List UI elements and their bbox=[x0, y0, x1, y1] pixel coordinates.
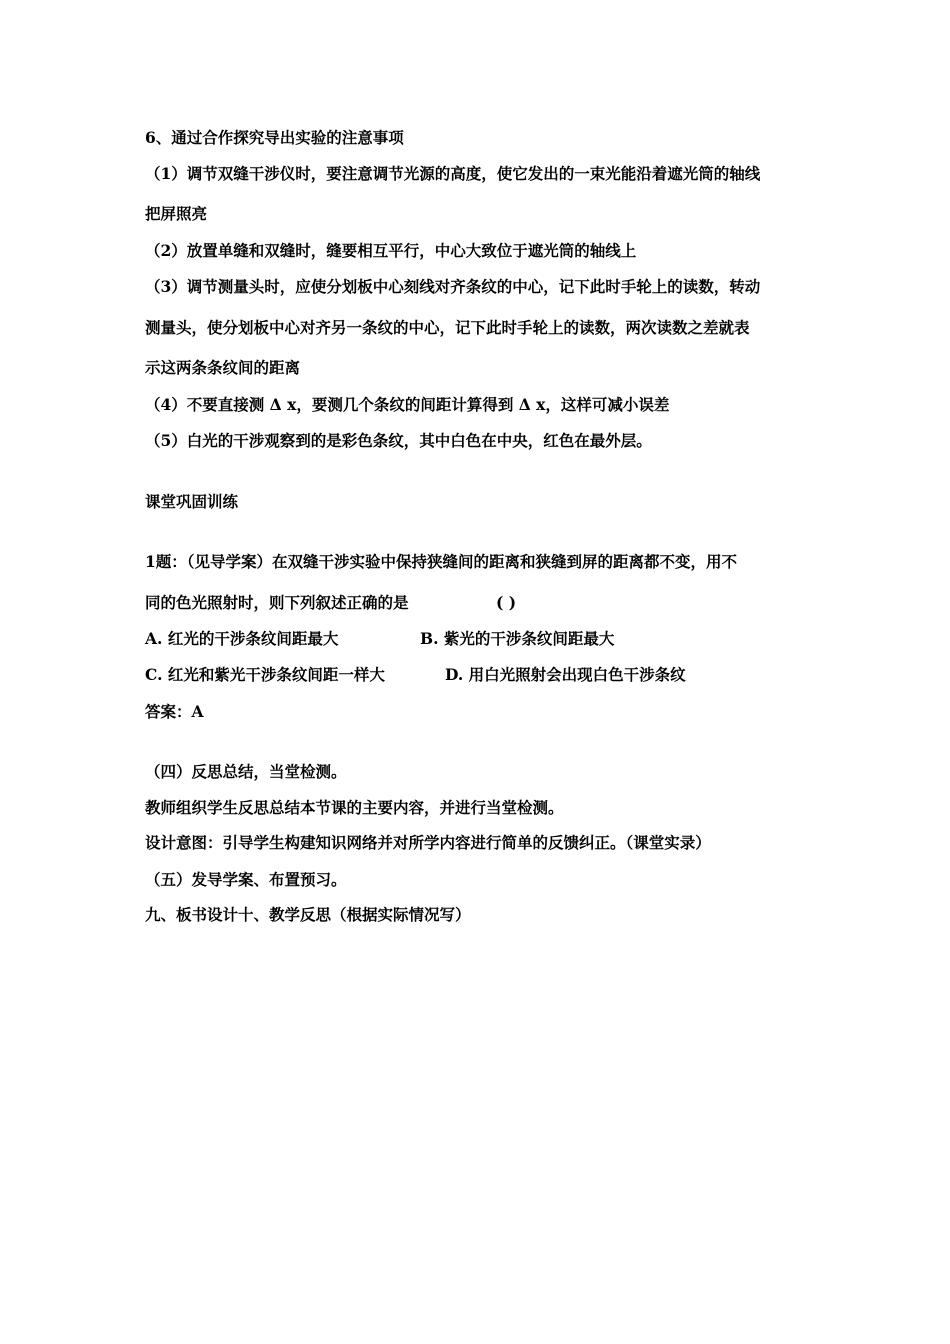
note-item-3-line-3: 示这两条条纹间的距离 bbox=[145, 358, 301, 377]
question-1-line-1: 1题：（见导学案）在双缝干涉实验中保持狭缝间的距离和狭缝到屏的距离都不变，用不 bbox=[145, 552, 738, 571]
section-4-title: （四）反思总结，当堂检测。 bbox=[145, 762, 347, 781]
note-item-3-line-2: 测量头，使分划板中心对齐另一条纹的中心，记下此时手轮上的读数，两次读数之差就表 bbox=[145, 318, 750, 337]
section-9-title: 九、板书设计十、教学反思（根据实际情况写） bbox=[145, 905, 471, 924]
option-d: D. 用白光照射会出现白色干涉条纹 bbox=[445, 665, 686, 684]
notes-title: 6、通过合作探究导出实验的注意事项 bbox=[145, 128, 404, 147]
answer-blank-parentheses: ( ) bbox=[496, 593, 517, 612]
note-item-1-line-1: （1）调节双缝干涉仪时，要注意调节光源的高度，使它发出的一束光能沿着遮光筒的轴线 bbox=[145, 164, 761, 183]
option-b: B. 紫光的干涉条纹间距最大 bbox=[420, 629, 615, 648]
question-1-line-2: 同的色光照射时，则下列叙述正确的是 bbox=[145, 593, 409, 612]
option-a: A. 红光的干涉条纹间距最大 bbox=[145, 629, 339, 648]
note-item-4: （4）不要直接测 Δ x，要测几个条纹的间距计算得到 Δ x，这样可减小误差 bbox=[145, 395, 670, 414]
option-c: C. 红光和紫光干涉条纹间距一样大 bbox=[145, 665, 385, 684]
note-item-5: （5）白光的干涉观察到的是彩色条纹，其中白色在中央，红色在最外层。 bbox=[145, 431, 652, 450]
section-4-text: 教师组织学生反思总结本节课的主要内容，并进行当堂检测。 bbox=[145, 798, 564, 817]
note-item-2: （2）放置单缝和双缝时，缝要相互平行，中心大致位于遮光筒的轴线上 bbox=[145, 241, 637, 260]
section-4-design-intent: 设计意图：引导学生构建知识网络并对所学内容进行简单的反馈纠正。（课堂实录） bbox=[145, 833, 711, 852]
section-5-title: （五）发导学案、布置预习。 bbox=[145, 870, 347, 889]
practice-heading: 课堂巩固训练 bbox=[145, 492, 239, 511]
note-item-1-line-2: 把屏照亮 bbox=[145, 204, 208, 223]
answer: 答案：A bbox=[145, 702, 204, 721]
note-item-3-line-1: （3）调节测量头时，应使分划板中心刻线对齐条纹的中心，记下此时手轮上的读数，转动 bbox=[145, 277, 761, 296]
